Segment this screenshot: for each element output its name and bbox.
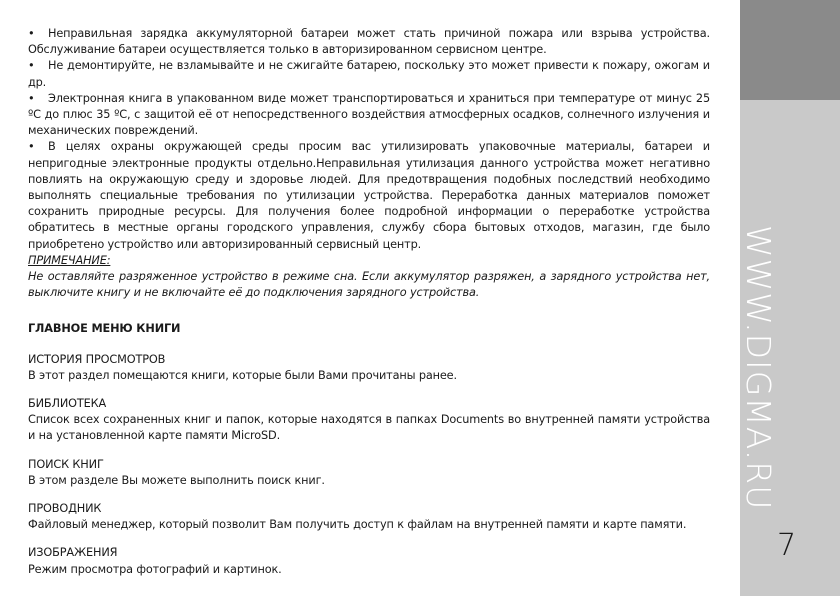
section-library <box>28 396 710 445</box>
section-text: Файловый менеджер, который позволит Вам получить доступ к файлам на внутренней памяти и карте памяти. <box>28 518 687 532</box>
bullet-text: Не демонтируйте, не взламывайте и не сжигайте батарею, поскольку это может привести к пожару, ожогам и др. <box>28 59 710 89</box>
section-images <box>28 545 710 577</box>
section-title: ПРОВОДНИК <box>28 502 102 516</box>
section-title: ИЗОБРАЖЕНИЯ <box>28 546 118 560</box>
website-label: WWW.DIGMA.RU <box>739 225 778 511</box>
section-text: Режим просмотра фотографий и картинок. <box>28 562 282 576</box>
bullet-dot: • <box>28 59 35 73</box>
note-title: ПРИМЕЧАНИЕ: <box>28 253 111 267</box>
section-title: БИБЛИОТЕКА <box>28 397 107 411</box>
bullet-item <box>28 26 710 58</box>
bullet-item <box>28 58 710 90</box>
bullet-text: В целях охраны окружающей среды просим вас утилизировать упаковочные материалы, батареи и непригодные электронные продукты отдельно.Неправильная утилизация данного устройства может негативно повлиять на окружающую среду и здоровье людей. Для предотвращения подобных последствий необходимо выполнять специальные требования по утилизации устройства. Переработка данных материалов поможет сохранить природные ресурсы. Для получения более подробной информации о переработке устройства обратитесь в местные органы городского управления, службу сбора бытовых отходов, магазин, где было приобретено устройство или авторизированный сервисный центр. <box>28 140 710 251</box>
page-number: 7 <box>777 528 797 563</box>
section-explorer <box>28 501 710 533</box>
section-history <box>28 352 710 384</box>
section-text: В этот раздел помещаются книги, которые были Вами прочитаны ранее. <box>28 368 457 382</box>
section-title: ПОИСК КНИГ <box>28 457 104 471</box>
section-text: В этом разделе Вы можете выполнить поиск книг. <box>28 473 325 487</box>
bullet-dot: • <box>28 91 35 105</box>
bullet-text: Электронная книга в упакованном виде может транспортироваться и храниться при температуре от минус 25 ºС до плюс 35 ºС, с защитой её от непосредственного воздействия атмосферных осадков, солнечного излучения и механических повреждений. <box>28 91 710 138</box>
bullet-dot: • <box>28 140 35 154</box>
bullet-text: Неправильная зарядка аккумуляторной батареи может стать причиной пожара или взрыва устройства. Обслуживание батареи осуществляется только в авторизированном сервисном центре. <box>28 27 710 57</box>
section-title: ИСТОРИЯ ПРОСМОТРОВ <box>28 352 166 366</box>
bullet-dot: • <box>28 27 35 40</box>
bullet-item <box>28 91 710 140</box>
main-menu-title: ГЛАВНОЕ МЕНЮ КНИГИ <box>28 322 181 336</box>
section-search <box>28 457 710 489</box>
sidebar-top-block <box>740 0 840 100</box>
note-text: Не оставляйте разряженное устройство в режиме сна. Если аккумулятор разряжен, а зарядного устройства нет, выключите книгу и не включайте её до подключения зарядного устройства. <box>28 270 710 300</box>
bullet-item <box>28 139 710 252</box>
page-content <box>28 26 710 590</box>
section-text: Список всех сохраненных книг и папок, которые находятся в папках Documents во внутренней памяти устройства и на установленной карте памяти MicroSD. <box>28 413 710 443</box>
